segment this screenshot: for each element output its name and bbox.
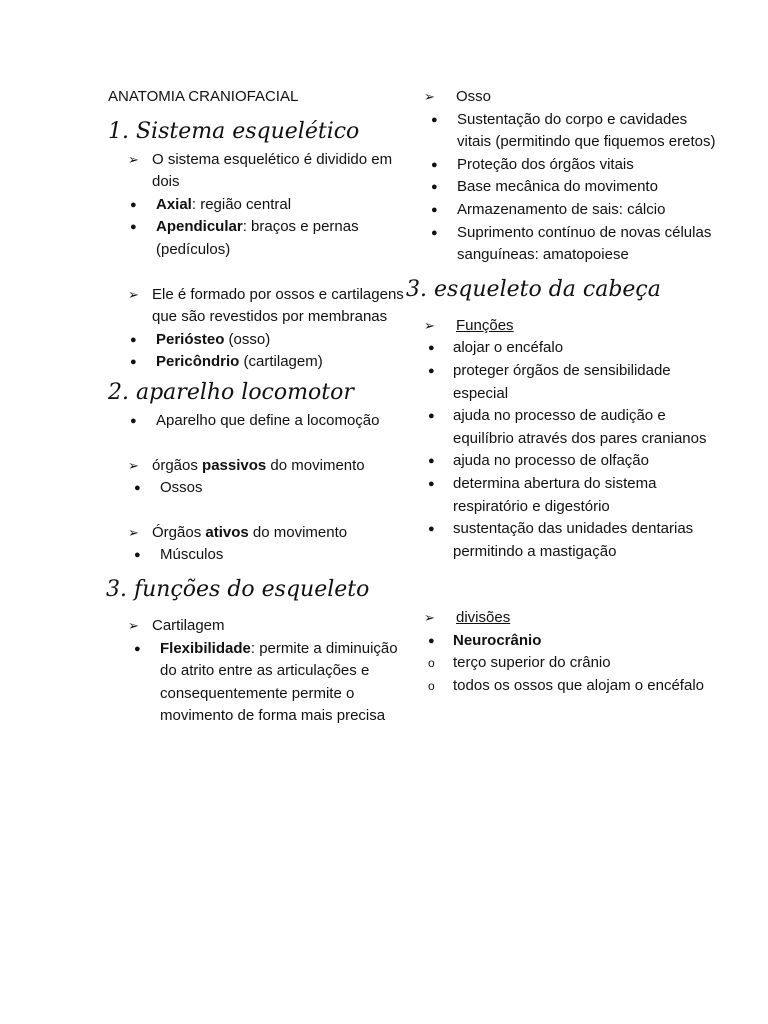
bullet-item: ● Armazenamento de sais: cálcio — [424, 199, 724, 222]
heading-aparelho-locomotor: 2. aparelho locomotor — [108, 379, 354, 405]
disc-bullet-icon: ● — [428, 455, 435, 468]
disc-bullet-icon: ● — [134, 482, 141, 495]
disc-bullet-icon: ● — [431, 158, 438, 171]
disc-bullet-icon: ● — [428, 634, 435, 647]
circle-bullet-icon: o — [428, 679, 435, 694]
bullet-item: ● Neurocrânio — [424, 630, 724, 653]
bullet-item: ● sustentação das unidades dentarias permitindo a mastigação — [428, 520, 694, 560]
arrow-bullet-icon: ➢ — [424, 610, 435, 626]
heading-funcoes-do-esqueleto: 3. funções do esqueleto — [106, 576, 370, 602]
bullet-item: ● Ossos — [108, 477, 408, 500]
disc-bullet-icon: ● — [431, 226, 438, 239]
bullet-item: ● Apendicular: braços e pernas (pedículos) — [130, 218, 359, 258]
bullet-item: ● ajuda no processo de audição e equilíbrio através dos pares cranianos — [428, 407, 707, 447]
arrow-bullet-icon: ➢ — [424, 317, 435, 333]
disc-bullet-icon: ● — [130, 414, 137, 427]
bullet-item: ● Aparelho que define a locomoção — [108, 410, 408, 433]
arrow-item: ➢ O sistema esquelético é dividido em dois — [128, 150, 393, 191]
circle-item: o todos os ossos que alojam o encéfalo — [424, 675, 724, 698]
arrow-bullet-icon: ➢ — [128, 617, 139, 633]
disc-bullet-icon: ● — [431, 113, 438, 126]
arrow-item: ➢ Funções — [424, 315, 724, 338]
bullet-item: ● proteger órgãos de sensibilidade especial — [428, 361, 671, 402]
bullet-item: ● Sustentação do corpo e cavidades vitais (permitindo que fiquemos eretos) — [431, 110, 716, 151]
arrow-item: ➢ Cartilagem — [108, 615, 408, 638]
bullet-item: ● Base mecânica do movimento — [424, 176, 724, 199]
bullet-item: ● Suprimento contínuo de novas células sanguíneas: amatopoiese — [431, 223, 712, 264]
disc-bullet-icon: ● — [431, 203, 438, 216]
heading-sistema-esqueletico: 1. Sistema esquelético — [108, 118, 360, 144]
bullet-item: ● Músculos — [108, 544, 408, 567]
arrow-bullet-icon: ➢ — [128, 151, 139, 167]
arrow-item: ➢ Órgãos ativos do movimento — [108, 522, 408, 545]
disc-bullet-icon: ● — [134, 549, 141, 562]
bullet-item: ● Axial: região central — [108, 194, 408, 217]
bullet-item: ● Flexibilidade: permite a diminuição do atrito entre as articulações e consequentemente permite o movimento de forma mais precisa — [134, 639, 398, 725]
disc-bullet-icon: ● — [428, 364, 435, 377]
disc-bullet-icon: ● — [428, 523, 435, 536]
document-title: ANATOMIA CRANIOFACIAL — [108, 88, 299, 105]
arrow-item: ➢ órgãos passivos do movimento — [108, 455, 408, 478]
disc-bullet-icon: ● — [428, 342, 435, 355]
right-column — [406, 86, 724, 698]
bullet-item: ● Proteção dos órgãos vitais — [424, 154, 724, 177]
left-column — [108, 86, 408, 728]
disc-bullet-icon: ● — [431, 181, 438, 194]
bullet-item: ● ajuda no processo de olfação — [424, 450, 724, 473]
disc-bullet-icon: ● — [130, 333, 137, 346]
bullet-item: ● determina abertura do sistema respiratório e digestório — [428, 474, 657, 515]
bullet-item: ● Pericôndrio (cartilagem) — [108, 351, 408, 374]
heading-esqueleto-da-cabeca: 3. esqueleto da cabeça — [406, 276, 661, 302]
arrow-bullet-icon: ➢ — [128, 286, 139, 302]
disc-bullet-icon: ● — [130, 356, 137, 369]
disc-bullet-icon: ● — [428, 477, 435, 490]
bullet-item: ● alojar o encéfalo — [424, 337, 724, 360]
arrow-bullet-icon: ➢ — [424, 89, 435, 104]
arrow-bullet-icon: ➢ — [128, 524, 139, 540]
disc-bullet-icon: ● — [134, 642, 141, 655]
arrow-item: ➢ Osso — [424, 86, 724, 109]
bullet-item: ● Periósteo (osso) — [108, 329, 408, 352]
arrow-item: ➢ Ele é formado por ossos e cartilagens que são revestidos por membranas — [128, 285, 404, 326]
disc-bullet-icon: ● — [130, 221, 137, 234]
circle-item: o terço superior do crânio — [424, 652, 724, 675]
disc-bullet-icon: ● — [428, 410, 435, 423]
disc-bullet-icon: ● — [130, 198, 137, 211]
arrow-item: ➢ divisões — [424, 607, 724, 630]
circle-bullet-icon: o — [428, 656, 435, 671]
arrow-bullet-icon: ➢ — [128, 457, 139, 473]
